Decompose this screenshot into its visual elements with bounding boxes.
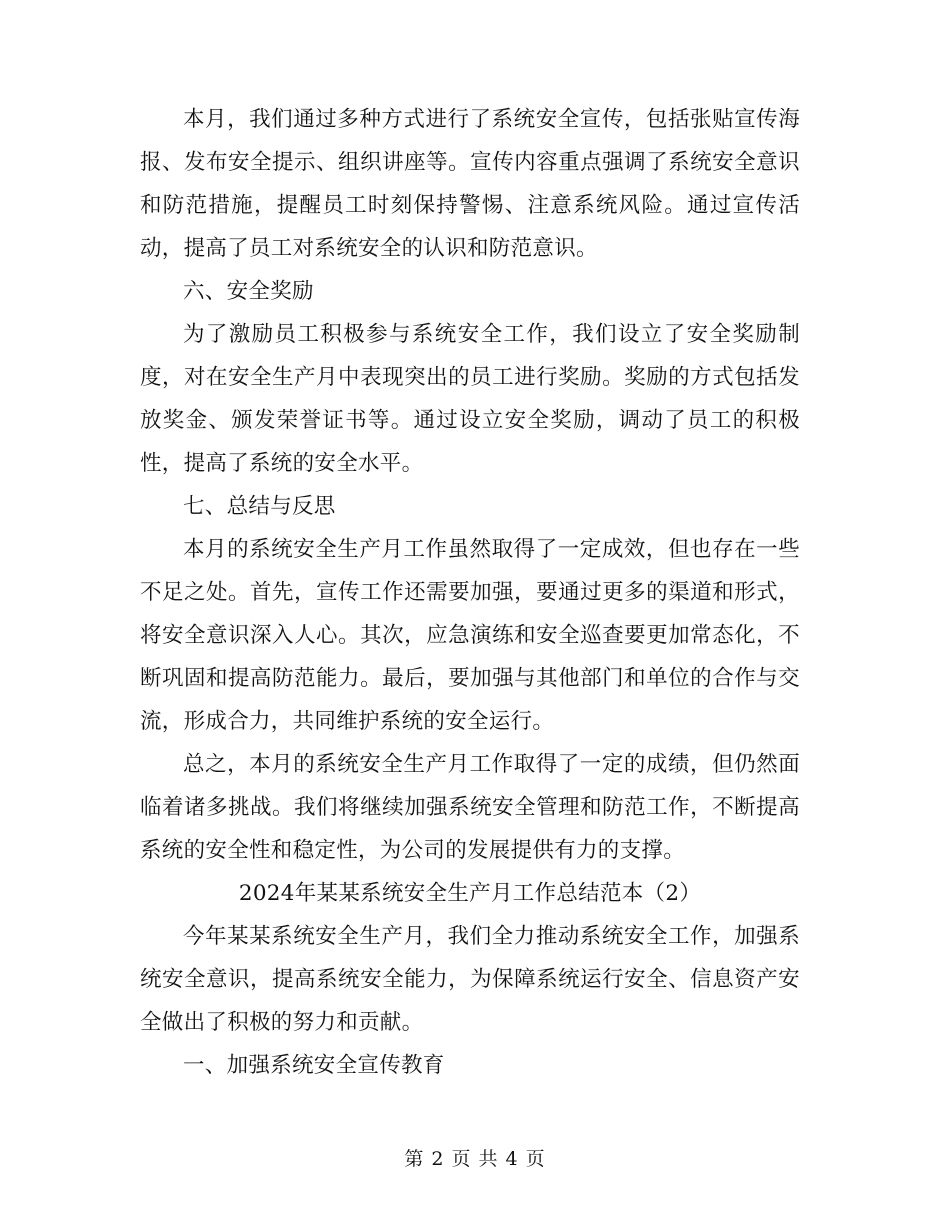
section-heading-safety-rewards: 六、安全奖励	[183, 279, 314, 304]
paragraph-conclusion: 总之，本月的系统安全生产月工作取得了一定的成绩，但仍然面临着诸多挑战。我们将继续加强系统安全管理和防范工作，不断提高系统的安全性和稳定性，为公司的发展提供有力的支撑。	[140, 752, 800, 863]
section-heading-summary-reflection: 七、总结与反思	[183, 494, 336, 519]
paragraph-publicity: 本月，我们通过多种方式进行了系统安全宣传，包括张贴宣传海报、发布安全提示、组织讲座等。宣传内容重点强调了系统安全意识和防范措施，提醒员工时刻保持警惕、注意系统风险。通过宣传活动，提高了员工对系统安全的认识和防范意识。	[140, 107, 800, 261]
paragraph-intro-2: 今年某某系统安全生产月，我们全力推动系统安全工作，加强系统安全意识，提高系统安全能力，为保障系统运行安全、信息资产安全做出了积极的努力和贡献。	[140, 924, 800, 1035]
page-number-footer: 第 2 页 共 4 页	[404, 1148, 546, 1170]
document-body	[140, 98, 800, 1087]
section-heading-publicity-education: 一、加强系统安全宣传教育	[183, 1053, 445, 1078]
paragraph-rewards: 为了激励员工积极参与系统安全工作，我们设立了安全奖励制度，对在安全生产月中表现突出的员工进行奖励。奖励的方式包括发放奖金、颁发荣誉证书等。通过设立安全奖励，调动了员工的积极性，提高了系统的安全水平。	[140, 322, 800, 476]
document-title-2: 2024年某某系统安全生产月工作总结范本（2）	[238, 881, 702, 906]
paragraph-shortcomings: 本月的系统安全生产月工作虽然取得了一定成效，但也存在一些不足之处。首先，宣传工作还需要加强，要通过更多的渠道和形式，将安全意识深入人心。其次，应急演练和安全巡查要更加常态化，不断巩固和提高防范能力。最后，要加强与其他部门和单位的合作与交流，形成合力，共同维护系统的安全运行。	[140, 537, 800, 734]
